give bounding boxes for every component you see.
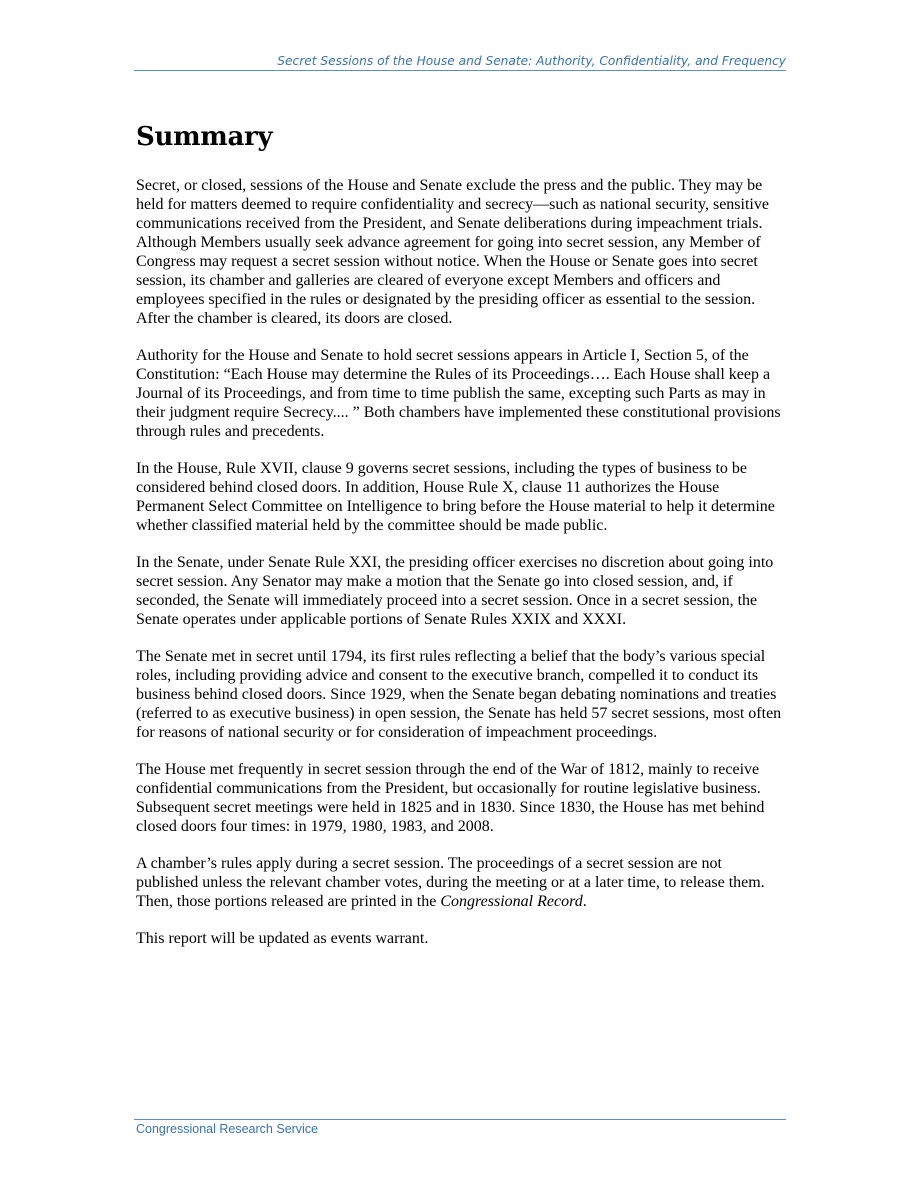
paragraph-senate-rules: In the Senate, under Senate Rule XXI, the presiding officer exercises no discretion about going into secret session. Any Senator may make a motion that the Senate go into closed session, and, if seconded, the Senate will immediately proceed into a secret session. Once in a secret session, the Senate operates under applicable portions of Senate Rules XXIX and XXXI. [136, 554, 774, 628]
running-header: Secret Sessions of the House and Senate: Authority, Confidentiality, and Frequency [134, 54, 786, 71]
paragraph-house-history: The House met frequently in secret session through the end of the War of 1812, mainly to receive confidential communications from the President, but occasionally for routine legislative business. Subsequent secret meetings were held in 1825 and in 1830. Since 1830, the House has met behind closed doors four times: in 1979, 1980, 1983, and 2008. [136, 761, 765, 835]
paragraph-update-note: This report will be updated as events warrant. [136, 930, 429, 947]
summary-body [136, 176, 788, 966]
publication-text-after: . [582, 893, 587, 910]
publication-text-before: A chamber’s rules apply during a secret session. The proceedings of a secret session are not published unless the relevant chamber votes, during the meeting or at a later time, to release them. Then, those portions released are printed in the [136, 855, 765, 910]
paragraph-senate-history: The Senate met in secret until 1794, its first rules reflecting a belief that the body’s various special roles, including providing advice and consent to the executive branch, compelled it to conduct its business behind closed doors. Since 1929, when the Senate began debating nominations and treaties (referred to as executive business) in open session, the Senate has held 57 secret sessions, most often for reasons of national security or for consideration of impeachment proceedings. [136, 648, 782, 741]
footer-rule [134, 1119, 786, 1120]
paragraph-house-rules: In the House, Rule XVII, clause 9 governs secret sessions, including the types of business to be considered behind closed doors. In addition, House Rule X, clause 11 authorizes the House Permanent Select Committee on Intelligence to bring before the House material to help it determine whether classified material held by the committee should be made public. [136, 460, 775, 534]
paragraph-closed-sessions: Secret, or closed, sessions of the House and Senate exclude the press and the public. They may be held for matters deemed to require confidentiality and secrecy—such as national security, sensitive communications received from the President, and Senate deliberations during impeachment trials. Although Members usually seek advance agreement for going into secret session, any Member of Congress may request a secret session without notice. When the House or Senate goes into secret session, its chamber and galleries are cleared of everyone except Members and officers and employees specified in the rules or designated by the presiding officer as essential to the session. After the chamber is cleared, its doors are closed. [136, 177, 769, 327]
running-footer: Congressional Research Service [136, 1122, 319, 1136]
congressional-record-title: Congressional Record [440, 893, 583, 910]
paragraph-publication [136, 854, 788, 911]
section-title: Summary [136, 122, 273, 152]
paragraph-constitutional-authority: Authority for the House and Senate to hold secret sessions appears in Article I, Section 5, of the Constitution: “Each House may determine the Rules of its Proceedings…. Each House shall keep a Journal of its Proceedings, and from time to time publish the same, excepting such Parts as may in their judgment require Secrecy.... ” Both chambers have implemented these constitutional provisions through rules and precedents. [136, 347, 781, 440]
